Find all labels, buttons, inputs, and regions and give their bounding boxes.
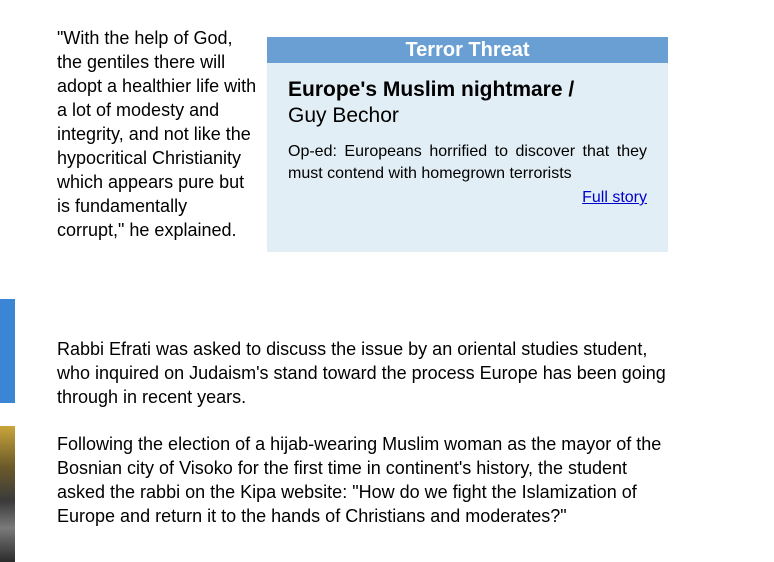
promo-title[interactable]	[288, 77, 648, 129]
left-edge-photo	[0, 426, 15, 562]
full-story-link[interactable]: Full story	[582, 189, 647, 206]
left-edge-banner	[0, 299, 15, 403]
article-paragraph: Rabbi Efrati was asked to discuss the issue by an oriental studies student, who inquired on Judaism's stand toward the process Europe has been going through in recent years.	[57, 339, 666, 407]
promo-title-headline[interactable]: Europe's Muslim nightmare /	[288, 78, 575, 101]
promo-title-author: Guy Bechor	[288, 104, 399, 127]
quote-paragraph: "With the help of God, the gentiles there will adopt a healthier life with a lot of modesty and integrity, and not like the hypocritical Christianity which appears pure but is fundamentally corrupt," he explained.	[57, 28, 257, 240]
promo-header: Terror Threat	[267, 37, 668, 63]
article-paragraph: Following the election of a hijab-wearing Muslim woman as the mayor of the Bosnian city of Visoko for the first time in continent's history, the student asked the rabbi on the Kipa website: "How do we fight the Islamization of Europe and return it to the hands of Christians and moderates?"	[57, 434, 662, 526]
related-story-box	[267, 37, 668, 252]
promo-description: Op-ed: Europeans horrified to discover that they must contend with homegrown terrorists	[288, 143, 647, 182]
